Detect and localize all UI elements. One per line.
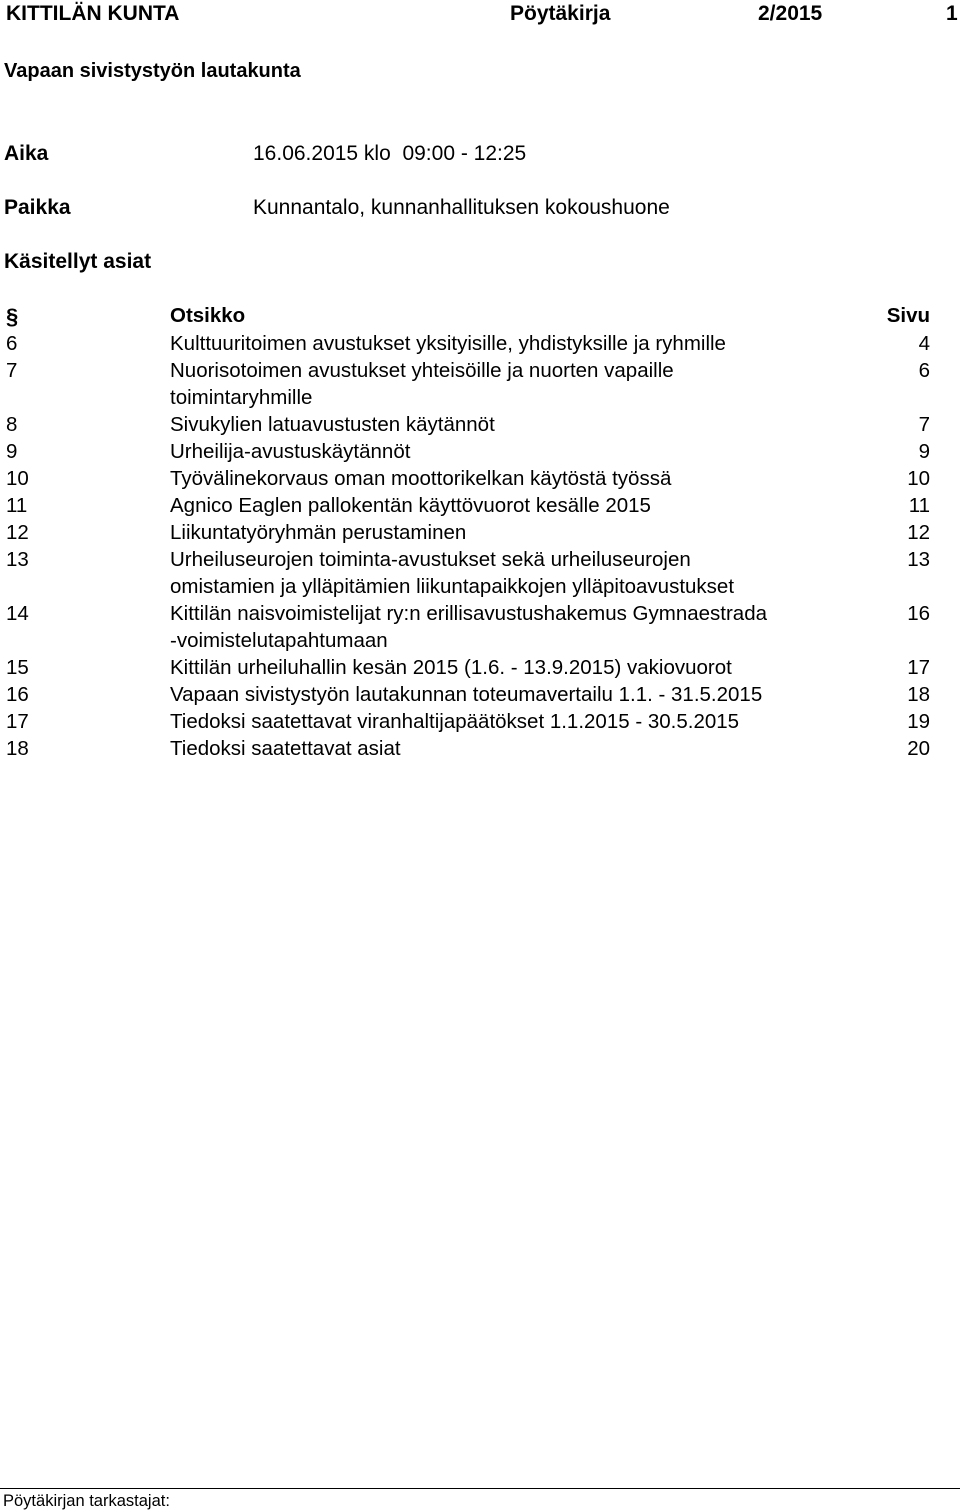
- agenda-item-number: 13: [6, 548, 29, 571]
- agenda-item-title: Urheilija-avustuskäytännöt: [170, 440, 411, 463]
- agenda-row: [6, 357, 930, 411]
- agenda-item-number: 16: [6, 683, 29, 706]
- agenda-item-title: Agnico Eaglen pallokentän käyttövuorot kesälle 2015: [170, 494, 651, 517]
- agenda-item-title: Urheiluseurojen toiminta-avustukset sekä urheiluseurojen omistamien ja ylläpitämien liikuntapaikkojen ylläpitoavustukset: [170, 548, 735, 598]
- organization-name: KITTILÄN KUNTA: [6, 2, 180, 25]
- agenda-row: [6, 708, 930, 735]
- agenda-item-page: 20: [907, 737, 930, 760]
- footer-label: Pöytäkirjan tarkastajat:: [3, 1492, 170, 1510]
- document-number: 2/2015: [758, 2, 823, 25]
- agenda-item-number: 14: [6, 602, 29, 625]
- place-label: Paikka: [4, 196, 71, 219]
- agenda-item-page: 9: [918, 440, 930, 463]
- agenda-item-number: 18: [6, 737, 29, 760]
- place-value: Kunnantalo, kunnanhallituksen kokoushuone: [253, 196, 670, 219]
- agenda-item-title: Vapaan sivistystyön lautakunnan toteumavertailu 1.1. - 31.5.2015: [170, 683, 763, 706]
- document-type: Pöytäkirja: [510, 2, 611, 25]
- agenda-header-row: [6, 302, 930, 330]
- agenda-header-icon-cell: [6, 302, 170, 330]
- agenda-item-number: 11: [6, 494, 28, 517]
- agenda-item-page: 6: [918, 359, 930, 382]
- page-number: 1: [946, 2, 958, 25]
- agenda-item-number: 10: [6, 467, 29, 490]
- agenda-item-page: 7: [918, 413, 930, 436]
- agenda-item-title: Kulttuuritoimen avustukset yksityisille, yhdistyksille ja ryhmille: [170, 332, 726, 355]
- agenda-item-title: Sivukylien latuavustusten käytännöt: [170, 413, 495, 436]
- agenda-row: [6, 492, 930, 519]
- agenda-row: [6, 519, 930, 546]
- agenda-item-title: Nuorisotoimen avustukset yhteisöille ja nuorten vapaille toimintaryhmille: [170, 359, 674, 409]
- agenda-header-title: Otsikko: [170, 304, 246, 327]
- agenda-row: [6, 654, 930, 681]
- committee-name: Vapaan sivistystyön lautakunta: [4, 60, 301, 82]
- agenda-row: [6, 681, 930, 708]
- agenda-item-page: 19: [907, 710, 930, 733]
- agenda-item-title: Kittilän urheiluhallin kesän 2015 (1.6. - 13.9.2015) vakiovuorot: [170, 656, 732, 679]
- agenda-item-page: 13: [907, 548, 930, 571]
- agenda-rows: [6, 330, 930, 762]
- agenda-item-title: Tiedoksi saatettavat viranhaltijapäätökset 1.1.2015 - 30.5.2015: [170, 710, 740, 733]
- time-label: Aika: [4, 142, 49, 165]
- agenda-item-title: Liikuntatyöryhmän perustaminen: [170, 521, 467, 544]
- agenda-item-number: 8: [6, 413, 18, 436]
- agenda-item-number: 12: [6, 521, 29, 544]
- agenda-item-page: 10: [907, 467, 930, 490]
- agenda-item-page: 4: [918, 332, 930, 355]
- time-value: 16.06.2015 klo 09:00 - 12:25: [253, 142, 527, 165]
- agenda-item-page: 18: [907, 683, 930, 706]
- agenda-row: [6, 330, 930, 357]
- agenda-item-number: 17: [6, 710, 29, 733]
- agenda-row: [6, 465, 930, 492]
- agenda-item-page: 16: [907, 602, 930, 625]
- agenda-item-title: Työvälinekorvaus oman moottorikelkan käytöstä työssä: [170, 467, 672, 490]
- agenda-item-page: 17: [907, 656, 930, 679]
- agenda-table: [6, 302, 930, 762]
- footer-divider: [0, 1488, 960, 1489]
- agenda-item-number: 6: [6, 332, 18, 355]
- agenda-row: [6, 600, 930, 654]
- agenda-row: [6, 411, 930, 438]
- agenda-row: [6, 546, 930, 600]
- agenda-row: [6, 735, 930, 762]
- agenda-item-number: 9: [6, 440, 18, 463]
- agenda-item-title: Kittilän naisvoimistelijat ry:n erillisavustushakemus Gymnaestrada -voimistelutapahtumaan: [170, 602, 768, 652]
- agenda-item-title: Tiedoksi saatettavat asiat: [170, 737, 401, 760]
- agenda-header-page: Sivu: [886, 304, 930, 327]
- agenda-item-number: 15: [6, 656, 29, 679]
- agenda-row: [6, 438, 930, 465]
- topics-heading: Käsitellyt asiat: [4, 250, 152, 273]
- agenda-item-number: 7: [6, 359, 18, 382]
- section-sign-icon: §: [6, 304, 19, 329]
- agenda-item-page: 12: [907, 521, 930, 544]
- agenda-item-page: 11: [908, 494, 930, 517]
